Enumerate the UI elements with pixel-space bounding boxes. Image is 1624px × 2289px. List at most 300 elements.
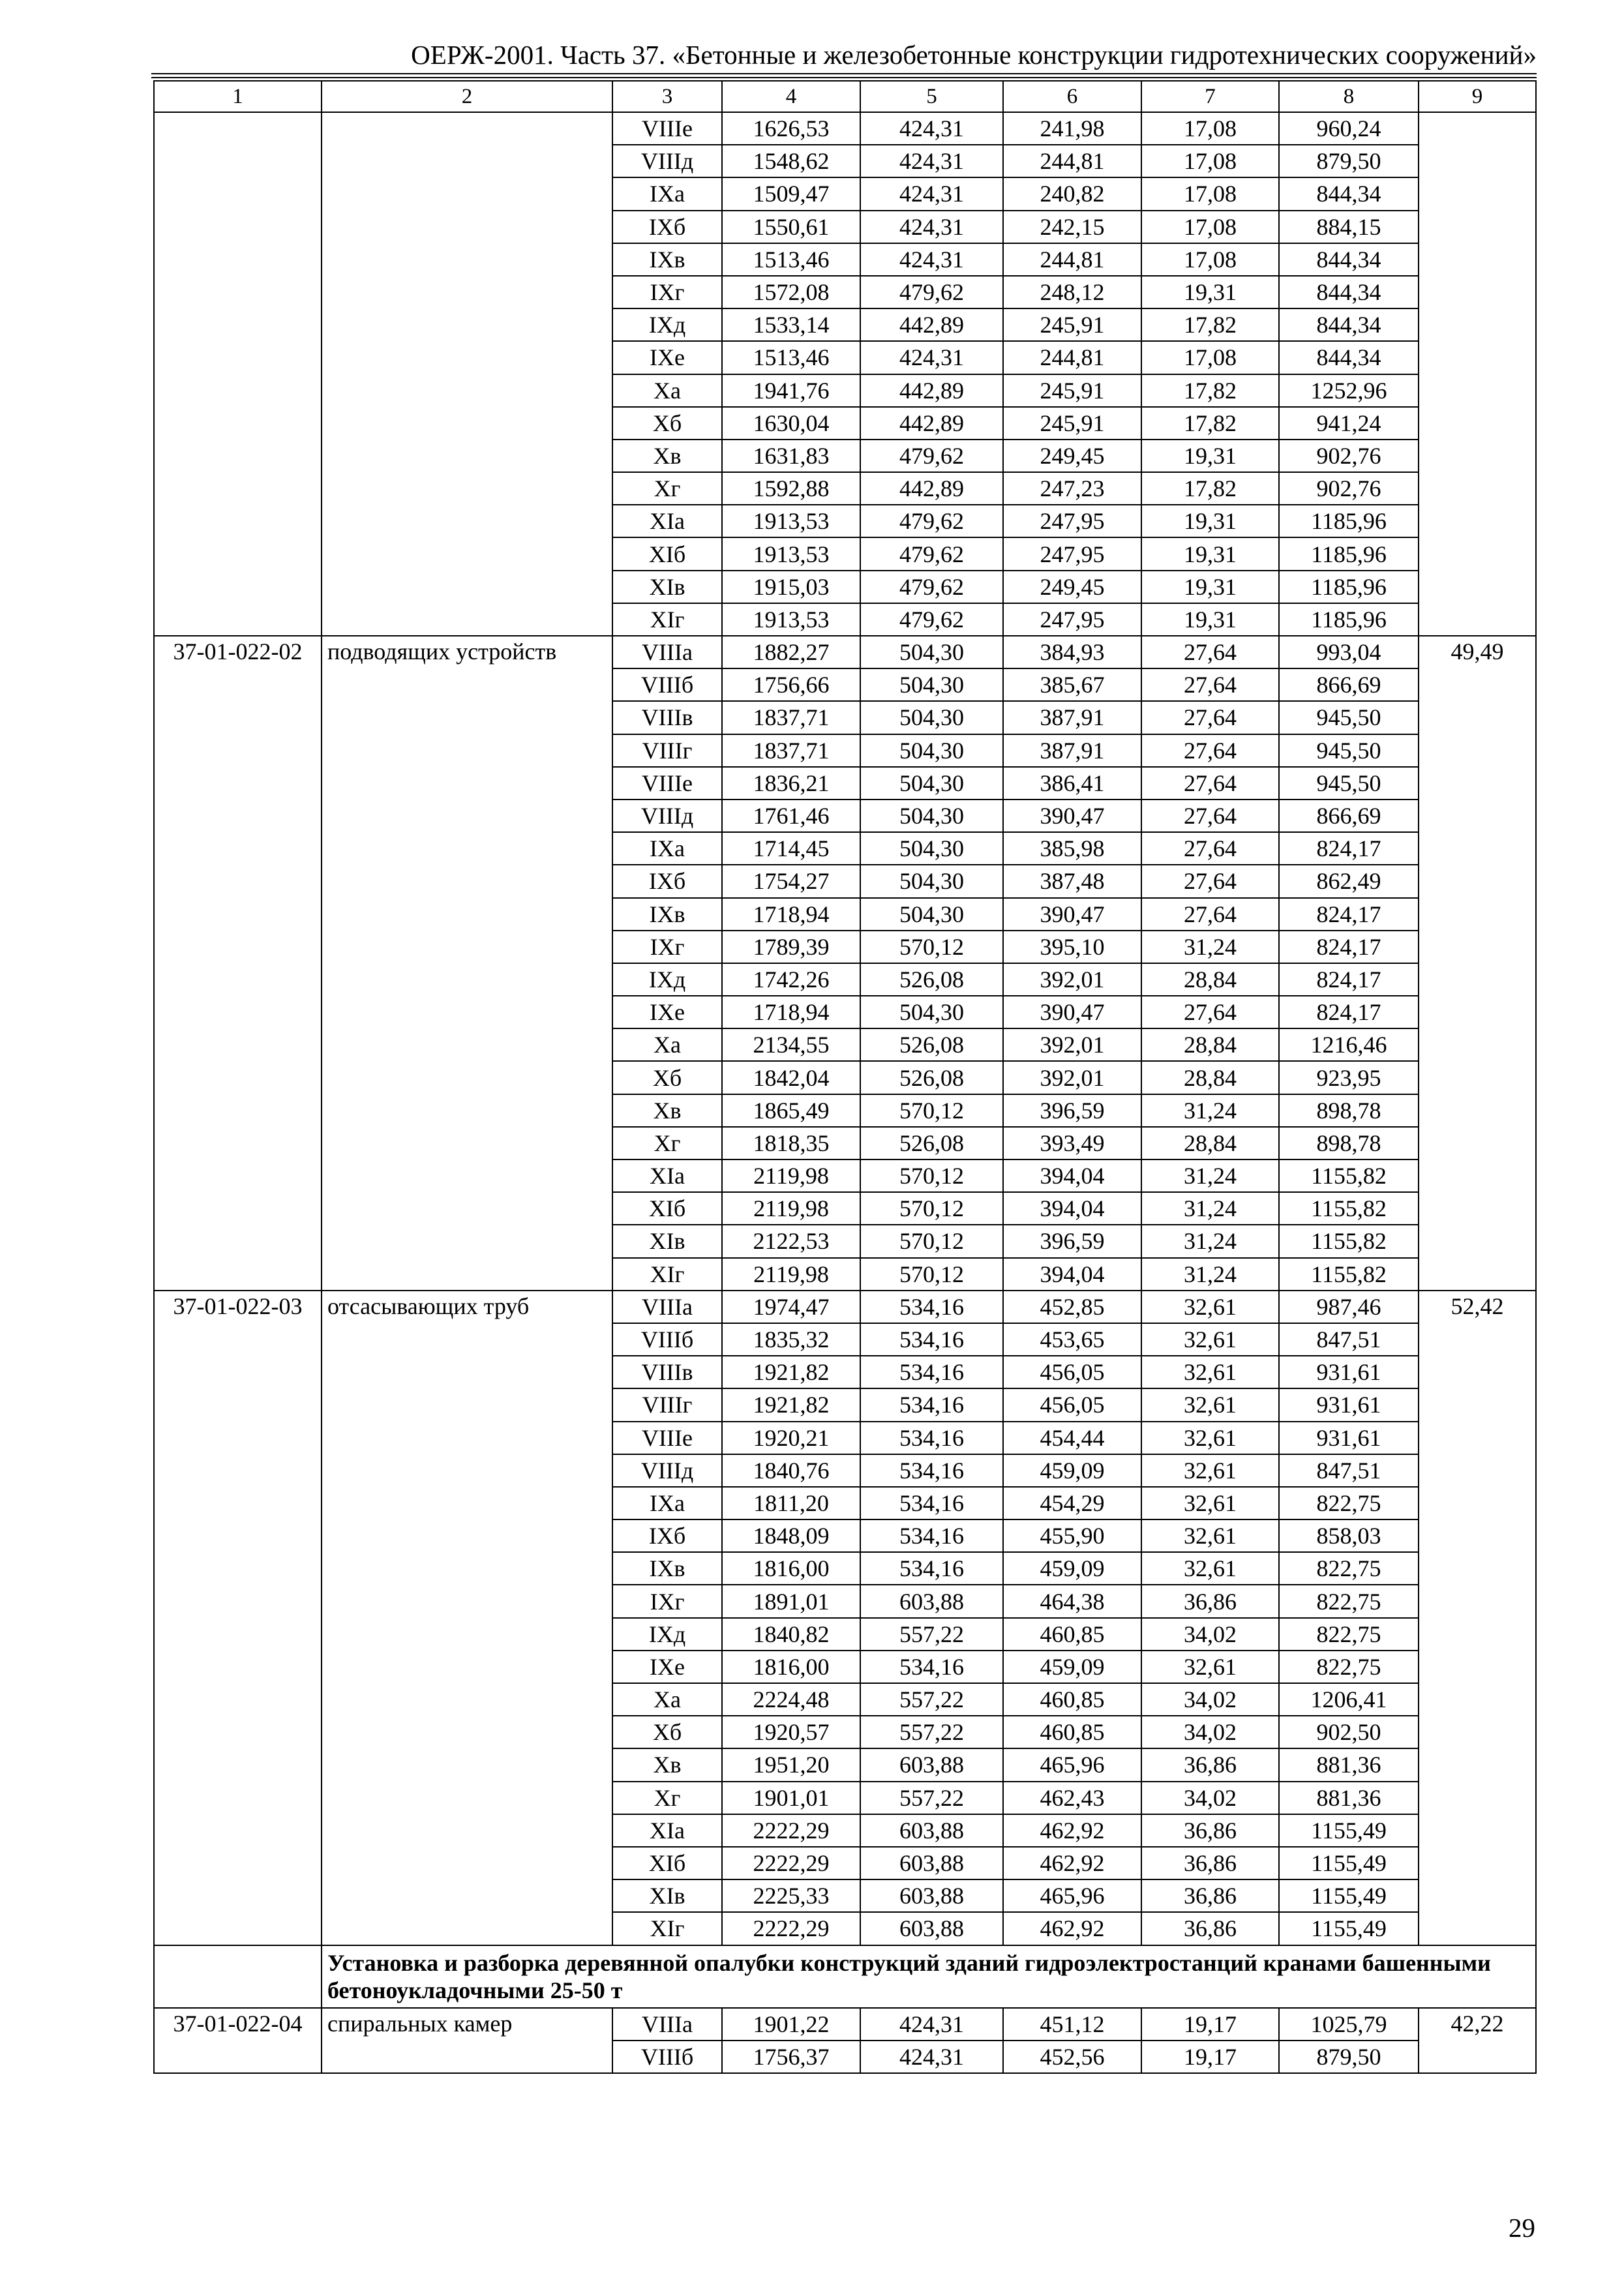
value-cell: 1913,53 xyxy=(722,603,860,636)
rate-code-cell xyxy=(154,668,322,701)
value-cell: 396,59 xyxy=(1003,1094,1141,1127)
rate-code-cell xyxy=(154,341,322,374)
zone-cell: Xб xyxy=(612,407,722,440)
table-row xyxy=(154,1094,1536,1127)
value-cell: 31,24 xyxy=(1141,1094,1279,1127)
value-cell: 34,02 xyxy=(1141,1782,1279,1814)
value-cell: 452,56 xyxy=(1003,2041,1141,2073)
value-cell: 822,75 xyxy=(1279,1552,1419,1585)
col9-cell xyxy=(1419,1618,1536,1651)
value-cell: 245,91 xyxy=(1003,407,1141,440)
value-cell: 462,92 xyxy=(1003,1814,1141,1847)
table-row xyxy=(154,865,1536,897)
value-cell: 17,82 xyxy=(1141,407,1279,440)
value-cell: 898,78 xyxy=(1279,1094,1419,1127)
table-body xyxy=(154,81,1536,2073)
value-cell: 32,61 xyxy=(1141,1454,1279,1487)
value-cell: 603,88 xyxy=(860,1814,1003,1847)
value-cell: 27,64 xyxy=(1141,701,1279,734)
value-cell: 394,04 xyxy=(1003,1159,1141,1192)
work-name-cell xyxy=(322,931,612,963)
value-cell: 534,16 xyxy=(860,1291,1003,1323)
value-cell: 393,49 xyxy=(1003,1127,1141,1159)
value-cell: 456,05 xyxy=(1003,1388,1141,1421)
rate-code-cell xyxy=(154,1487,322,1519)
zone-cell: IXв xyxy=(612,1552,722,1585)
zone-cell: XIб xyxy=(612,537,722,570)
value-cell: 390,47 xyxy=(1003,996,1141,1028)
col9-cell xyxy=(1419,1159,1536,1192)
value-cell: 242,15 xyxy=(1003,211,1141,243)
value-cell: 931,61 xyxy=(1279,1388,1419,1421)
value-cell: 460,85 xyxy=(1003,1618,1141,1651)
value-cell: 1155,49 xyxy=(1279,1879,1419,1912)
value-cell: 387,91 xyxy=(1003,734,1141,767)
value-cell: 28,84 xyxy=(1141,1028,1279,1061)
value-cell: 27,64 xyxy=(1141,668,1279,701)
value-cell: 32,61 xyxy=(1141,1651,1279,1683)
table-row xyxy=(154,1618,1536,1651)
col9-cell xyxy=(1419,276,1536,308)
work-name-cell xyxy=(322,2041,612,2073)
zone-cell: Xа xyxy=(612,1028,722,1061)
rate-code-cell xyxy=(154,1159,322,1192)
value-cell: 931,61 xyxy=(1279,1356,1419,1388)
rate-code-cell xyxy=(154,1912,322,1945)
col9-cell xyxy=(1419,177,1536,210)
col9-cell xyxy=(1419,211,1536,243)
table-row xyxy=(154,1291,1536,1323)
col9-cell xyxy=(1419,931,1536,963)
col9-cell xyxy=(1419,1422,1536,1454)
value-cell: 31,24 xyxy=(1141,1258,1279,1291)
value-cell: 1513,46 xyxy=(722,341,860,374)
value-cell: 27,64 xyxy=(1141,832,1279,865)
value-cell: 386,41 xyxy=(1003,767,1141,800)
value-cell: 1816,00 xyxy=(722,1552,860,1585)
rate-code-cell xyxy=(154,1847,322,1879)
col9-cell xyxy=(1419,898,1536,931)
value-cell: 504,30 xyxy=(860,800,1003,832)
value-cell: 392,01 xyxy=(1003,963,1141,996)
zone-cell: VIIIг xyxy=(612,734,722,767)
table-row xyxy=(154,668,1536,701)
rate-code-cell xyxy=(154,145,322,177)
work-name-cell xyxy=(322,1585,612,1617)
value-cell: 1626,53 xyxy=(722,112,860,145)
table-row xyxy=(154,2008,1536,2041)
rate-code-cell xyxy=(154,374,322,407)
table-row xyxy=(154,1356,1536,1388)
value-cell: 17,08 xyxy=(1141,341,1279,374)
work-name-cell xyxy=(322,308,612,341)
value-cell: 34,02 xyxy=(1141,1683,1279,1716)
value-cell: 866,69 xyxy=(1279,668,1419,701)
work-name-cell xyxy=(322,243,612,276)
work-name-cell xyxy=(322,1912,612,1945)
zone-cell: VIIIд xyxy=(612,1454,722,1487)
column-number: 1 xyxy=(154,81,322,112)
rate-code-cell xyxy=(154,996,322,1028)
work-name-cell xyxy=(322,1814,612,1847)
value-cell: 1513,46 xyxy=(722,243,860,276)
work-name-cell xyxy=(322,603,612,636)
zone-cell: IXг xyxy=(612,276,722,308)
rate-code-cell xyxy=(154,1585,322,1617)
value-cell: 17,08 xyxy=(1141,211,1279,243)
value-cell: 244,81 xyxy=(1003,341,1141,374)
value-cell: 603,88 xyxy=(860,1912,1003,1945)
work-name-cell xyxy=(322,276,612,308)
work-name-cell xyxy=(322,1028,612,1061)
table-row xyxy=(154,832,1536,865)
value-cell: 27,64 xyxy=(1141,734,1279,767)
table-row xyxy=(154,1912,1536,1945)
value-cell: 17,08 xyxy=(1141,243,1279,276)
value-cell: 557,22 xyxy=(860,1683,1003,1716)
rate-code-cell xyxy=(154,2041,322,2073)
value-cell: 19,31 xyxy=(1141,276,1279,308)
value-cell: 941,24 xyxy=(1279,407,1419,440)
value-cell: 479,62 xyxy=(860,537,1003,570)
rate-code-cell xyxy=(154,505,322,537)
zone-cell: Xв xyxy=(612,440,722,472)
rate-code-cell xyxy=(154,211,322,243)
rate-code-cell xyxy=(154,701,322,734)
work-name-cell xyxy=(322,1618,612,1651)
col9-cell xyxy=(1419,1716,1536,1748)
value-cell: 245,91 xyxy=(1003,374,1141,407)
table-row xyxy=(154,1388,1536,1421)
rate-code-cell xyxy=(154,1814,322,1847)
value-cell: 824,17 xyxy=(1279,963,1419,996)
rate-code-cell xyxy=(154,898,322,931)
section-title: Установка и разборка деревянной опалубки конструкций зданий гидроэлектростанций кранами башенными бетоноукладочными 25-50 т xyxy=(322,1945,1536,2008)
value-cell: 465,96 xyxy=(1003,1748,1141,1781)
value-cell: 17,08 xyxy=(1141,177,1279,210)
col9-cell xyxy=(1419,701,1536,734)
value-cell: 534,16 xyxy=(860,1519,1003,1552)
value-cell: 1921,82 xyxy=(722,1388,860,1421)
column-number: 9 xyxy=(1419,81,1536,112)
table-row xyxy=(154,1061,1536,1094)
value-cell: 247,95 xyxy=(1003,537,1141,570)
work-name-cell xyxy=(322,1552,612,1585)
value-cell: 32,61 xyxy=(1141,1388,1279,1421)
work-name-cell xyxy=(322,865,612,897)
price-table xyxy=(153,80,1537,2074)
value-cell: 822,75 xyxy=(1279,1651,1419,1683)
value-cell: 424,31 xyxy=(860,2008,1003,2041)
value-cell: 28,84 xyxy=(1141,1127,1279,1159)
col9-cell xyxy=(1419,1127,1536,1159)
value-cell: 881,36 xyxy=(1279,1748,1419,1781)
table-row xyxy=(154,931,1536,963)
col9-cell xyxy=(1419,1814,1536,1847)
work-name-cell xyxy=(322,1487,612,1519)
work-name-cell xyxy=(322,571,612,603)
value-cell: 1714,45 xyxy=(722,832,860,865)
value-cell: 1718,94 xyxy=(722,996,860,1028)
value-cell: 479,62 xyxy=(860,571,1003,603)
value-cell: 1840,76 xyxy=(722,1454,860,1487)
value-cell: 454,29 xyxy=(1003,1487,1141,1519)
rate-code-cell xyxy=(154,1879,322,1912)
work-name-cell xyxy=(322,440,612,472)
value-cell: 248,12 xyxy=(1003,276,1141,308)
rate-code-cell xyxy=(154,1782,322,1814)
col9-cell xyxy=(1419,112,1536,145)
rate-code-cell xyxy=(154,1422,322,1454)
work-name-cell xyxy=(322,1683,612,1716)
value-cell: 451,12 xyxy=(1003,2008,1141,2041)
value-cell: 31,24 xyxy=(1141,1192,1279,1225)
value-cell: 36,86 xyxy=(1141,1748,1279,1781)
rate-code-cell xyxy=(154,1028,322,1061)
value-cell: 247,95 xyxy=(1003,505,1141,537)
rate-code-cell xyxy=(154,1094,322,1127)
table-row xyxy=(154,2041,1536,2073)
rate-code-cell xyxy=(154,963,322,996)
table-row xyxy=(154,243,1536,276)
value-cell: 504,30 xyxy=(860,701,1003,734)
col9-cell xyxy=(1419,1782,1536,1814)
value-cell: 847,51 xyxy=(1279,1323,1419,1356)
value-cell: 17,82 xyxy=(1141,308,1279,341)
rate-code-cell xyxy=(154,308,322,341)
value-cell: 1756,37 xyxy=(722,2041,860,2073)
value-cell: 36,86 xyxy=(1141,1847,1279,1879)
value-cell: 36,86 xyxy=(1141,1585,1279,1617)
rate-code-cell xyxy=(154,472,322,505)
col9-cell xyxy=(1419,1192,1536,1225)
col9-cell xyxy=(1419,1028,1536,1061)
value-cell: 1920,57 xyxy=(722,1716,860,1748)
value-cell: 570,12 xyxy=(860,1225,1003,1257)
work-name-cell: спиральных камер xyxy=(322,2008,612,2041)
value-cell: 1816,00 xyxy=(722,1651,860,1683)
zone-cell: IXг xyxy=(612,1585,722,1617)
value-cell: 1206,41 xyxy=(1279,1683,1419,1716)
value-cell: 1155,49 xyxy=(1279,1814,1419,1847)
value-cell: 479,62 xyxy=(860,603,1003,636)
value-cell: 945,50 xyxy=(1279,734,1419,767)
rate-code-cell xyxy=(154,177,322,210)
value-cell: 603,88 xyxy=(860,1879,1003,1912)
table-row xyxy=(154,374,1536,407)
value-cell: 28,84 xyxy=(1141,1061,1279,1094)
zone-cell: IXа xyxy=(612,832,722,865)
value-cell: 28,84 xyxy=(1141,963,1279,996)
value-cell: 452,85 xyxy=(1003,1291,1141,1323)
table-row xyxy=(154,1782,1536,1814)
work-name-cell xyxy=(322,1094,612,1127)
work-name-cell xyxy=(322,1225,612,1257)
value-cell: 879,50 xyxy=(1279,2041,1419,2073)
work-name-cell xyxy=(322,1127,612,1159)
col9-cell xyxy=(1419,1061,1536,1094)
value-cell: 993,04 xyxy=(1279,636,1419,668)
value-cell: 1742,26 xyxy=(722,963,860,996)
value-cell: 1718,94 xyxy=(722,898,860,931)
value-cell: 479,62 xyxy=(860,276,1003,308)
value-cell: 384,93 xyxy=(1003,636,1141,668)
value-cell: 1756,66 xyxy=(722,668,860,701)
work-name-cell xyxy=(322,800,612,832)
table-row xyxy=(154,177,1536,210)
table-row xyxy=(154,701,1536,734)
value-cell: 19,17 xyxy=(1141,2008,1279,2041)
zone-cell: Xв xyxy=(612,1748,722,1781)
value-cell: 456,05 xyxy=(1003,1356,1141,1388)
rate-code-cell xyxy=(154,571,322,603)
rate-code-cell xyxy=(154,1683,322,1716)
work-name-cell xyxy=(322,1651,612,1683)
work-name-cell xyxy=(322,211,612,243)
zone-cell: XIв xyxy=(612,1879,722,1912)
table-row xyxy=(154,537,1536,570)
rate-code-cell xyxy=(154,537,322,570)
section-code-cell xyxy=(154,1945,322,2008)
column-number-row xyxy=(154,81,1536,112)
work-name-cell xyxy=(322,1422,612,1454)
zone-cell: XIв xyxy=(612,1225,722,1257)
rate-code-cell xyxy=(154,1061,322,1094)
rate-code-cell xyxy=(154,1225,322,1257)
table-row xyxy=(154,996,1536,1028)
value-cell: 504,30 xyxy=(860,865,1003,897)
rate-code-cell xyxy=(154,1323,322,1356)
value-cell: 822,75 xyxy=(1279,1487,1419,1519)
value-cell: 1941,76 xyxy=(722,374,860,407)
zone-cell: IXе xyxy=(612,341,722,374)
col9-cell xyxy=(1419,1683,1536,1716)
value-cell: 19,31 xyxy=(1141,505,1279,537)
value-cell: 31,24 xyxy=(1141,1225,1279,1257)
value-cell: 249,45 xyxy=(1003,571,1141,603)
column-number: 5 xyxy=(860,81,1003,112)
value-cell: 603,88 xyxy=(860,1585,1003,1617)
value-cell: 387,48 xyxy=(1003,865,1141,897)
rate-code-cell xyxy=(154,603,322,636)
col9-cell xyxy=(1419,308,1536,341)
value-cell: 526,08 xyxy=(860,1028,1003,1061)
table-row xyxy=(154,800,1536,832)
value-cell: 36,86 xyxy=(1141,1814,1279,1847)
zone-cell: XIа xyxy=(612,1159,722,1192)
value-cell: 1840,82 xyxy=(722,1618,860,1651)
zone-cell: VIIIб xyxy=(612,1323,722,1356)
value-cell: 31,24 xyxy=(1141,1159,1279,1192)
value-cell: 2119,98 xyxy=(722,1192,860,1225)
work-name-cell xyxy=(322,1258,612,1291)
value-cell: 442,89 xyxy=(860,308,1003,341)
col9-cell: 49,49 xyxy=(1419,636,1536,668)
work-name-cell xyxy=(322,1388,612,1421)
value-cell: 1891,01 xyxy=(722,1585,860,1617)
value-cell: 1155,82 xyxy=(1279,1225,1419,1257)
rate-code-cell xyxy=(154,1454,322,1487)
rate-code-cell xyxy=(154,407,322,440)
work-name-cell xyxy=(322,112,612,145)
value-cell: 898,78 xyxy=(1279,1127,1419,1159)
table-row xyxy=(154,1847,1536,1879)
table-row xyxy=(154,472,1536,505)
zone-cell: XIа xyxy=(612,1814,722,1847)
rate-code-cell: 37-01-022-03 xyxy=(154,1291,322,1323)
work-name-cell xyxy=(322,537,612,570)
work-name-cell xyxy=(322,1159,612,1192)
value-cell: 2222,29 xyxy=(722,1814,860,1847)
value-cell: 526,08 xyxy=(860,963,1003,996)
zone-cell: IXе xyxy=(612,996,722,1028)
value-cell: 557,22 xyxy=(860,1716,1003,1748)
value-cell: 844,34 xyxy=(1279,177,1419,210)
value-cell: 1155,49 xyxy=(1279,1912,1419,1945)
value-cell: 824,17 xyxy=(1279,931,1419,963)
value-cell: 390,47 xyxy=(1003,898,1141,931)
col9-cell xyxy=(1419,1748,1536,1781)
value-cell: 19,31 xyxy=(1141,440,1279,472)
value-cell: 424,31 xyxy=(860,243,1003,276)
work-name-cell xyxy=(322,996,612,1028)
value-cell: 395,10 xyxy=(1003,931,1141,963)
column-number: 6 xyxy=(1003,81,1141,112)
work-name-cell xyxy=(322,407,612,440)
document-header: ОЕРЖ-2001. Часть 37. «Бетонные и железобетонные конструкции гидротехнических сооружений» xyxy=(411,40,1537,70)
value-cell: 1572,08 xyxy=(722,276,860,308)
rate-code-cell xyxy=(154,1618,322,1651)
value-cell: 557,22 xyxy=(860,1782,1003,1814)
col9-cell xyxy=(1419,1487,1536,1519)
zone-cell: Xг xyxy=(612,472,722,505)
zone-cell: IXд xyxy=(612,963,722,996)
work-name-cell xyxy=(322,1519,612,1552)
value-cell: 249,45 xyxy=(1003,440,1141,472)
value-cell: 534,16 xyxy=(860,1651,1003,1683)
rate-code-cell xyxy=(154,734,322,767)
table-row xyxy=(154,276,1536,308)
value-cell: 32,61 xyxy=(1141,1356,1279,1388)
rate-code-cell xyxy=(154,865,322,897)
value-cell: 534,16 xyxy=(860,1487,1003,1519)
value-cell: 244,81 xyxy=(1003,145,1141,177)
zone-cell: IXг xyxy=(612,931,722,963)
work-name-cell xyxy=(322,1879,612,1912)
work-name-cell xyxy=(322,145,612,177)
value-cell: 504,30 xyxy=(860,832,1003,865)
value-cell: 1921,82 xyxy=(722,1356,860,1388)
value-cell: 424,31 xyxy=(860,2041,1003,2073)
table-row xyxy=(154,1258,1536,1291)
value-cell: 879,50 xyxy=(1279,145,1419,177)
zone-cell: VIIIб xyxy=(612,668,722,701)
zone-cell: VIIIд xyxy=(612,800,722,832)
value-cell: 570,12 xyxy=(860,1192,1003,1225)
rate-code-cell xyxy=(154,112,322,145)
value-cell: 862,49 xyxy=(1279,865,1419,897)
col9-cell xyxy=(1419,1651,1536,1683)
value-cell: 534,16 xyxy=(860,1422,1003,1454)
value-cell: 455,90 xyxy=(1003,1519,1141,1552)
value-cell: 1835,32 xyxy=(722,1323,860,1356)
value-cell: 396,59 xyxy=(1003,1225,1141,1257)
value-cell: 570,12 xyxy=(860,931,1003,963)
rate-code-cell xyxy=(154,1258,322,1291)
value-cell: 824,17 xyxy=(1279,996,1419,1028)
col9-cell xyxy=(1419,1519,1536,1552)
table-row xyxy=(154,767,1536,800)
